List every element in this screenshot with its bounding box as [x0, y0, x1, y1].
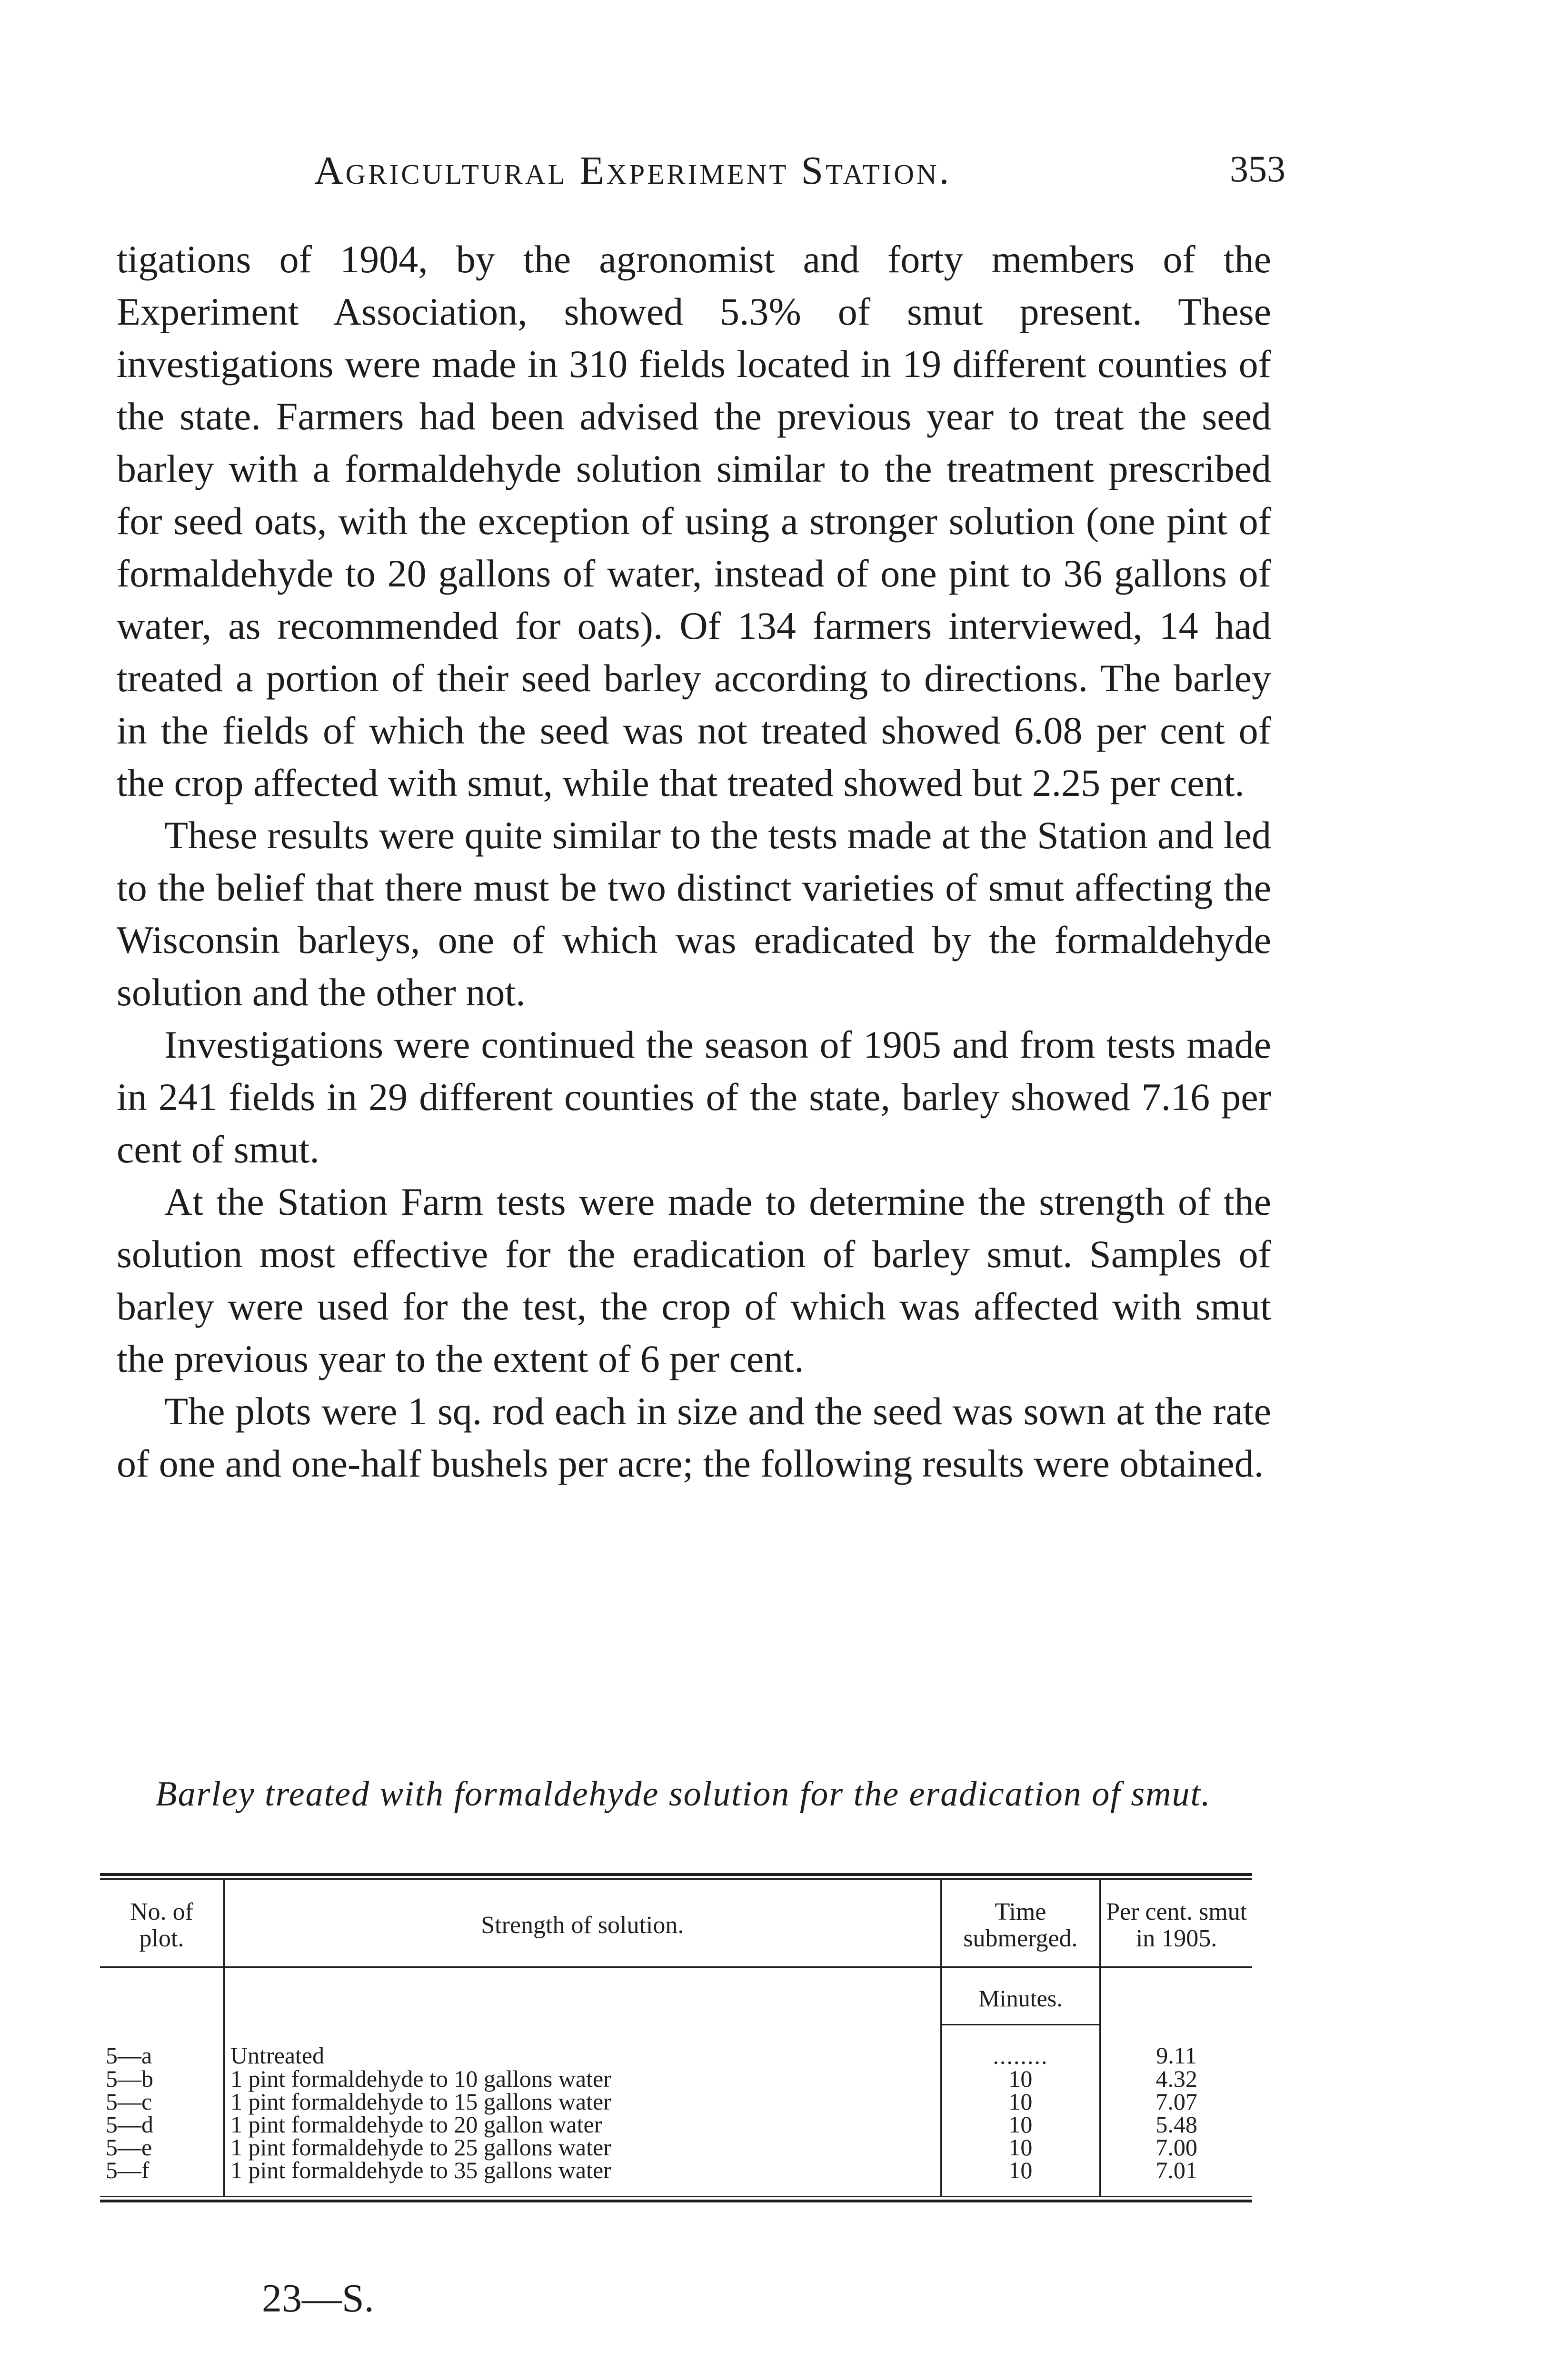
table-row — [100, 2067, 1252, 2090]
row-strength: 1 pint formaldehyde to 35 gallons water — [224, 2159, 941, 2196]
row-strength: 1 pint formaldehyde to 25 gallons water — [224, 2136, 941, 2159]
header-time: Time submerged. — [941, 1880, 1100, 1967]
row-time: 10 — [941, 2067, 1100, 2090]
units-row — [100, 1967, 1252, 2025]
paragraph-1: tigations of 1904, by the agronomist and forty members of the Experiment Association, showed 5.3% of smut present. These investigations were made in 310 fields located in 19 different counties of the state. Farmers had been advised the previous year to treat the seed barley with a formaldehyde solution similar to the treatment prescribed for seed oats, with the exception of using a stronger solution (one pint of formaldehyde to 20 gallons of water, instead of one pint to 36 gallons of water, as recommended for oats). Of 134 farmers interviewed, 14 had treated a portion of their seed barley according to directions. The barley in the fields of which the seed was not treated showed 6.08 per cent of the crop affected with smut, while that treated showed but 2.25 per cent. — [117, 238, 1271, 804]
row-plot: 5—b — [100, 2067, 224, 2090]
table-bottom-rule — [100, 2196, 1252, 2202]
row-smut: 9.11 — [1156, 2042, 1197, 2069]
row-plot: 5—c — [100, 2090, 224, 2113]
row-time: 10 — [941, 2090, 1100, 2113]
row-smut: 7.00 — [1156, 2134, 1197, 2161]
table-row — [100, 2159, 1252, 2196]
results-table-grid — [100, 1880, 1252, 2196]
row-plot: 5—a — [100, 2025, 224, 2068]
signature-mark: 23—S. — [262, 2276, 374, 2320]
header-smut: Per cent. smut in 1905. — [1100, 1880, 1252, 1967]
table-row — [100, 2090, 1252, 2113]
body-text — [117, 233, 1271, 1490]
row-strength: 1 pint formaldehyde to 20 gallon water — [224, 2113, 941, 2136]
row-plot: 5—f — [100, 2159, 224, 2196]
paragraph-2: These results were quite similar to the tests made at the Station and led to the belief that there must be two distinct varieties of smut affecting the Wisconsin barleys, one of which was eradicated by the formaldehyde solution and the other not. — [117, 813, 1271, 1014]
row-plot: 5—d — [100, 2113, 224, 2136]
paragraph-5: The plots were 1 sq. rod each in size and the seed was sown at the rate of one and one-half bushels per acre; the following results were obtained. — [117, 1389, 1271, 1485]
row-plot: 5—e — [100, 2136, 224, 2159]
row-smut: 5.48 — [1156, 2111, 1197, 2138]
row-time: 10 — [941, 2113, 1100, 2136]
table-row — [100, 2025, 1252, 2068]
paragraph-4: At the Station Farm tests were made to determine the strength of the solution most effective for the eradication of barley smut. Samples of barley were used for the test, the crop of which was affected with smut the previous year to the extent of 6 per cent. — [117, 1180, 1271, 1380]
paragraph-3: Investigations were continued the season of 1905 and from tests made in 241 fields in 29 different counties of the state, barley showed 7.16 per cent of smut. — [117, 1023, 1271, 1171]
running-header — [114, 148, 1285, 205]
row-smut: 7.01 — [1156, 2157, 1197, 2183]
running-title: Agricultural Experiment Station. — [314, 149, 952, 193]
row-strength: 1 pint formaldehyde to 10 gallons water — [224, 2067, 941, 2090]
table-header-row — [100, 1880, 1252, 1967]
row-time: 10 — [941, 2159, 1100, 2196]
row-time: 10 — [941, 2136, 1100, 2159]
header-plot: No. of plot. — [100, 1880, 224, 1967]
time-unit: Minutes. — [941, 1967, 1100, 2025]
table-top-rule — [100, 1873, 1252, 1880]
row-strength: 1 pint formaldehyde to 15 gallons water — [224, 2090, 941, 2113]
row-smut: 7.07 — [1156, 2088, 1197, 2115]
page-number: 353 — [1230, 148, 1285, 189]
header-strength: Strength of solution. — [224, 1880, 941, 1967]
results-table — [100, 1873, 1252, 2202]
table-row — [100, 2113, 1252, 2136]
row-time: ........ — [941, 2025, 1100, 2068]
row-smut: 4.32 — [1156, 2065, 1197, 2092]
table-row — [100, 2136, 1252, 2159]
row-strength: Untreated — [224, 2025, 941, 2068]
table-caption: Barley treated with formaldehyde solution for the eradication of smut. — [155, 1775, 1211, 1814]
